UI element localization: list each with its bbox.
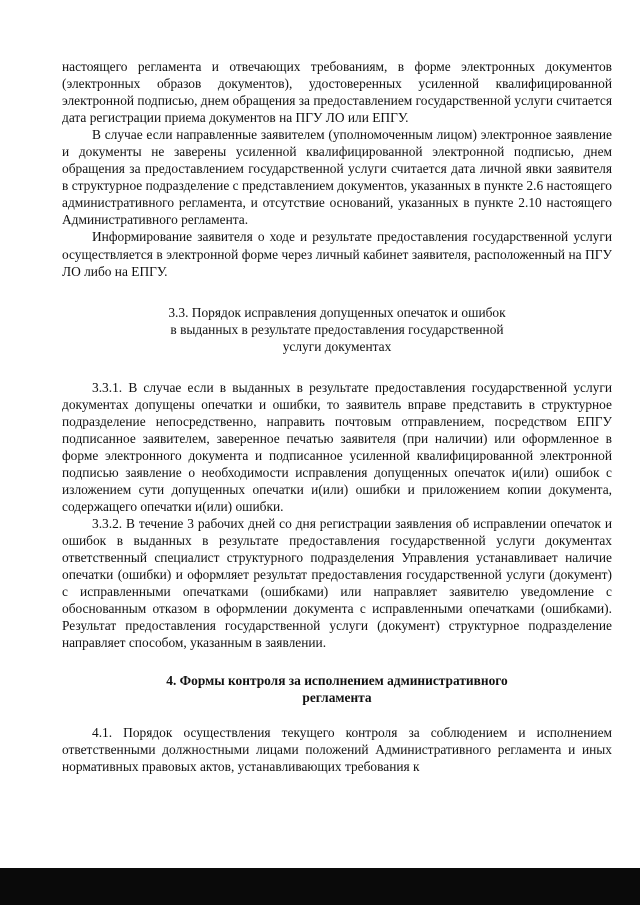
paragraph-unsigned-application: В случае если направленные заявителем (уполномоченным лицом) электронное заявление и документы не заверены усиленной квалифицированной электронной подписью, днем обращения за предоставлением государственной услуги считается дата личной явки заявителя в структурное подразделение с представлением документов, указанных в пункте 2.6 настоящего административного регламента, и отсутствие оснований, указанных в пункте 2.10 настоящего Административного регламента. — [62, 127, 612, 228]
section-heading-4-line-2: регламента — [302, 689, 372, 705]
paragraph-3-3-1: 3.3.1. В случае если в выданных в результате предоставления государственной услуги документах допущены опечатки и ошибки, то заявитель вправе представить в структурное подразделение непосредственно, направить почтовым отправлением, посредством ЕПГУ подписанное заявителем, заверенное печатью заявителя (при наличии) или оформленное в форме электронного документа и подписанное усиленной квалифицированной электронной подписью заявление о необходимости исправления допущенных опечаток и(или) ошибок с изложением сути допущенных опечатки и(или) ошибки и приложением копии документа, содержащего опечатки и(или) ошибки. — [62, 379, 612, 515]
document-page — [62, 58, 612, 775]
section-heading-4-line-1: 4. Формы контроля за исполнением административного — [166, 672, 508, 688]
section-heading-4 — [62, 672, 612, 706]
paragraph-submission-date: настоящего регламента и отвечающих требованиям, в форме электронных документов (электронных образов документов), удостоверенных усиленной квалифицированной электронной подписью, днем обращения за предоставлением государственной услуги считается дата регистрации приема документов на ПГУ ЛО или ЕПГУ. — [62, 59, 612, 126]
paragraph-informing-applicant: Информирование заявителя о ходе и результате предоставления государственной услуги осуществляется в электронной форме через личный кабинет заявителя, расположенный на ПГУ ЛО либо на ЕПГУ. — [62, 229, 612, 279]
scan-edge-bar — [0, 868, 640, 905]
paragraph-3-3-2: 3.3.2. В течение 3 рабочих дней со дня регистрации заявления об исправлении опечаток и ошибок в выданных в результате предоставления государственной услуги документах ответственный специалист структурного подразделения Управления устанавливает наличие опечатки (ошибки) и оформляет результат предоставления государственной услуги (документ) с исправленными опечатками (ошибками) или направляет заявителю уведомление с обоснованным отказом в оформлении документа с исправленными опечатками (ошибками). Результат предоставления государственной услуги (документ) структурное подразделение направляет способом, указанным в заявлении. — [62, 516, 612, 651]
section-heading-3-3-line-1: 3.3. Порядок исправления допущенных опечаток и ошибок — [168, 304, 506, 320]
section-heading-3-3-line-2: в выданных в результате предоставления государственной — [170, 321, 504, 337]
section-heading-3-3 — [62, 304, 612, 355]
paragraph-4-1: 4.1. Порядок осуществления текущего контроля за соблюдением и исполнением ответственными должностными лицами положений Административного регламента и иных нормативных правовых актов, устанавливающих требования к — [62, 724, 612, 774]
section-heading-3-3-line-3: услуги документах — [282, 338, 392, 354]
